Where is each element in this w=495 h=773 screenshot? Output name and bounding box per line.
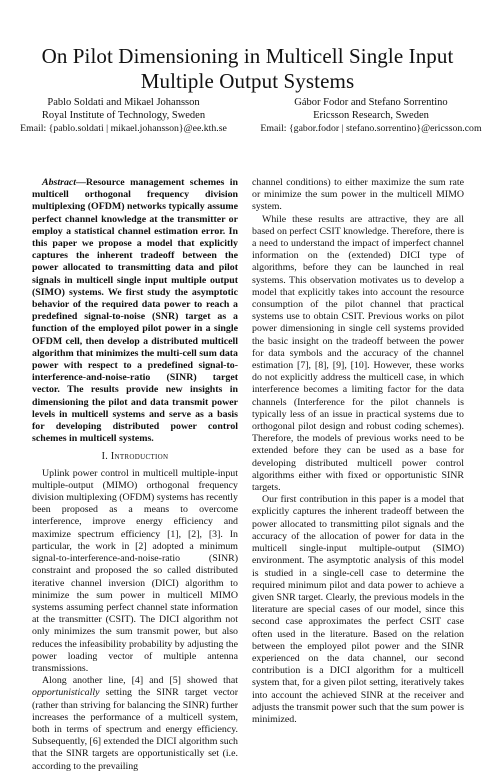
intro-paragraph-1: Uplink power control in multicell multiple-input multiple-output (MIMO) orthogonal frequency division multiplexing (OFDM) systems has recently been proposed as a means to overcome interference, improve energy efficiency and maximize spectrum efficiency [1], [2], [3]. In particular, the work in [2] adopted a minimum signal-to-interference-and-noise-ratio (SINR) constraint and proposed the so called distributed iterative channel inversion (DICI) algorithm to minimize the sum power in multicell MIMO systems assuming perfect channel state information at the transmitter (CSIT). The DICI algorithm not only minimizes the sum transmit power, but also reduces the infeasibility probability by adjusting the power loading vector of multiple antenna transmissions. xyxy=(32,467,238,674)
author-group-kth xyxy=(0,96,247,135)
intro-paragraph-2-a: Along another line, [4] and [5] showed that xyxy=(42,675,238,687)
intro-paragraph-4: Our first contribution in this paper is a model that explicitly captures the inherent tradeoff between the power allocated to transmitting pilot signals and the accuracy of the allocation of power for data in the multicell single-input multiple-output (SIMO) environment. The asymptotic analysis of this model is studied in a single-cell case to determine the required minimum pilot and data power to achieve a given SNR target. Clearly, the previous models in the literature are special cases of our model, since this second case approximates the perfect CSIT case often used in the literature. Based on the relation between the employed pilot power and the SINR experienced on the data channel, our second contribution is a DICI algorithm for a multicell system that, for a given pilot setting, iteratively takes into account the achieved SINR at the receiver and adjusts the transmit power such that the sum power is minimized. xyxy=(252,494,464,725)
author-email[interactable]: Email: {gabor.fodor | stefano.sorrentino}@ericsson.com xyxy=(260,123,482,134)
paper-title xyxy=(0,44,495,94)
intro-paragraph-2 xyxy=(32,675,238,773)
section-title: Introduction xyxy=(110,451,169,463)
author-block xyxy=(0,96,495,136)
intro-paragraph-2-emphasis: opportunistically xyxy=(32,687,100,699)
author-affiliation: Ericsson Research, Sweden xyxy=(313,110,429,121)
author-affiliation: Royal Institute of Technology, Sweden xyxy=(41,110,206,121)
intro-paragraph-2-b: setting the SINR target vector (rather than striving for balancing the SINR) further increases the performance of a multicell system, both in terms of spectrum and energy efficiency. Subsequently, [6] extended the DICI algorithm such that the SINR targets are opportunistically set (i.e. according to the prevailing xyxy=(32,687,238,772)
abstract xyxy=(32,177,238,445)
section-number: I. xyxy=(101,451,109,463)
abstract-body: —Resource management schemes in multicell orthogonal frequency division multiplexing (OFDM) networks typically assume perfect channel knowledge at the transmitter or employ a statistical channel estimation error. In this paper we propose a model that explicitly captures the inherent tradeoff between the power allocated to transmitting data and pilot signals in multicell single input multiple output (SIMO) systems. We first study the asymptotic behavior of the required data power to reach a predefined signal-to-noise (SNR) target as a function of the employed pilot power in a single OFDM cell, then develop a distributed multicell algorithm that minimizes the multi-cell sum data power with respect to a predefined signal-to-interference-and-noise-ratio (SINR) target vector. The results provide new insights in dimensioning the pilot and data transmit power levels in multicell systems and serve as a basis for developing distributed power control schemes in multicell systems. xyxy=(32,177,238,445)
intro-paragraph-2-continued: channel conditions) to either maximize the sum rate or minimize the sum power in the multicell MIMO system. xyxy=(252,177,464,213)
author-group-ericsson xyxy=(247,96,495,135)
abstract-label: Abstract xyxy=(42,177,77,188)
title-line-2: Multiple Output Systems xyxy=(140,69,355,93)
title-line-1: On Pilot Dimensioning in Multicell Single Input xyxy=(41,44,454,68)
section-heading xyxy=(32,451,238,463)
author-email[interactable]: Email: {pablo.soldati | mikael.johansson}@ee.kth.se xyxy=(20,123,227,134)
intro-paragraph-3: While these results are attractive, they are all based on perfect CSIT knowledge. Therefore, there is a need to understand the impact of imperfect channel information on the (extended) DICI type of algorithms, before they can be launched in real systems. This observation motivates us to develop a model that explicitly takes into account the resource consumption of the pilot channel that practical systems use to obtain CSIT. Previous works on pilot power dimensioning in single cell systems provided the basic insight on the tradeoff between the power for data symbols and the accuracy of the channel estimation [7], [8], [9], [10]. However, these works do not explicitly address the multicell case, in which interference becomes a limiting factor for the data channels (Interference for the pilot channels is typically less of an issue in practical systems due to orthogonal pilot design and robust coding schemes). Therefore, the models of previous works need to be extended before they can be used as a base for developing distributed multicell power control algorithms either with fixed or opportunistic SINR targets. xyxy=(252,213,464,494)
right-column xyxy=(252,177,464,726)
author-names: Gábor Fodor and Stefano Sorrentino xyxy=(294,97,448,108)
author-names: Pablo Soldati and Mikael Johansson xyxy=(47,97,200,108)
left-column xyxy=(32,177,238,773)
